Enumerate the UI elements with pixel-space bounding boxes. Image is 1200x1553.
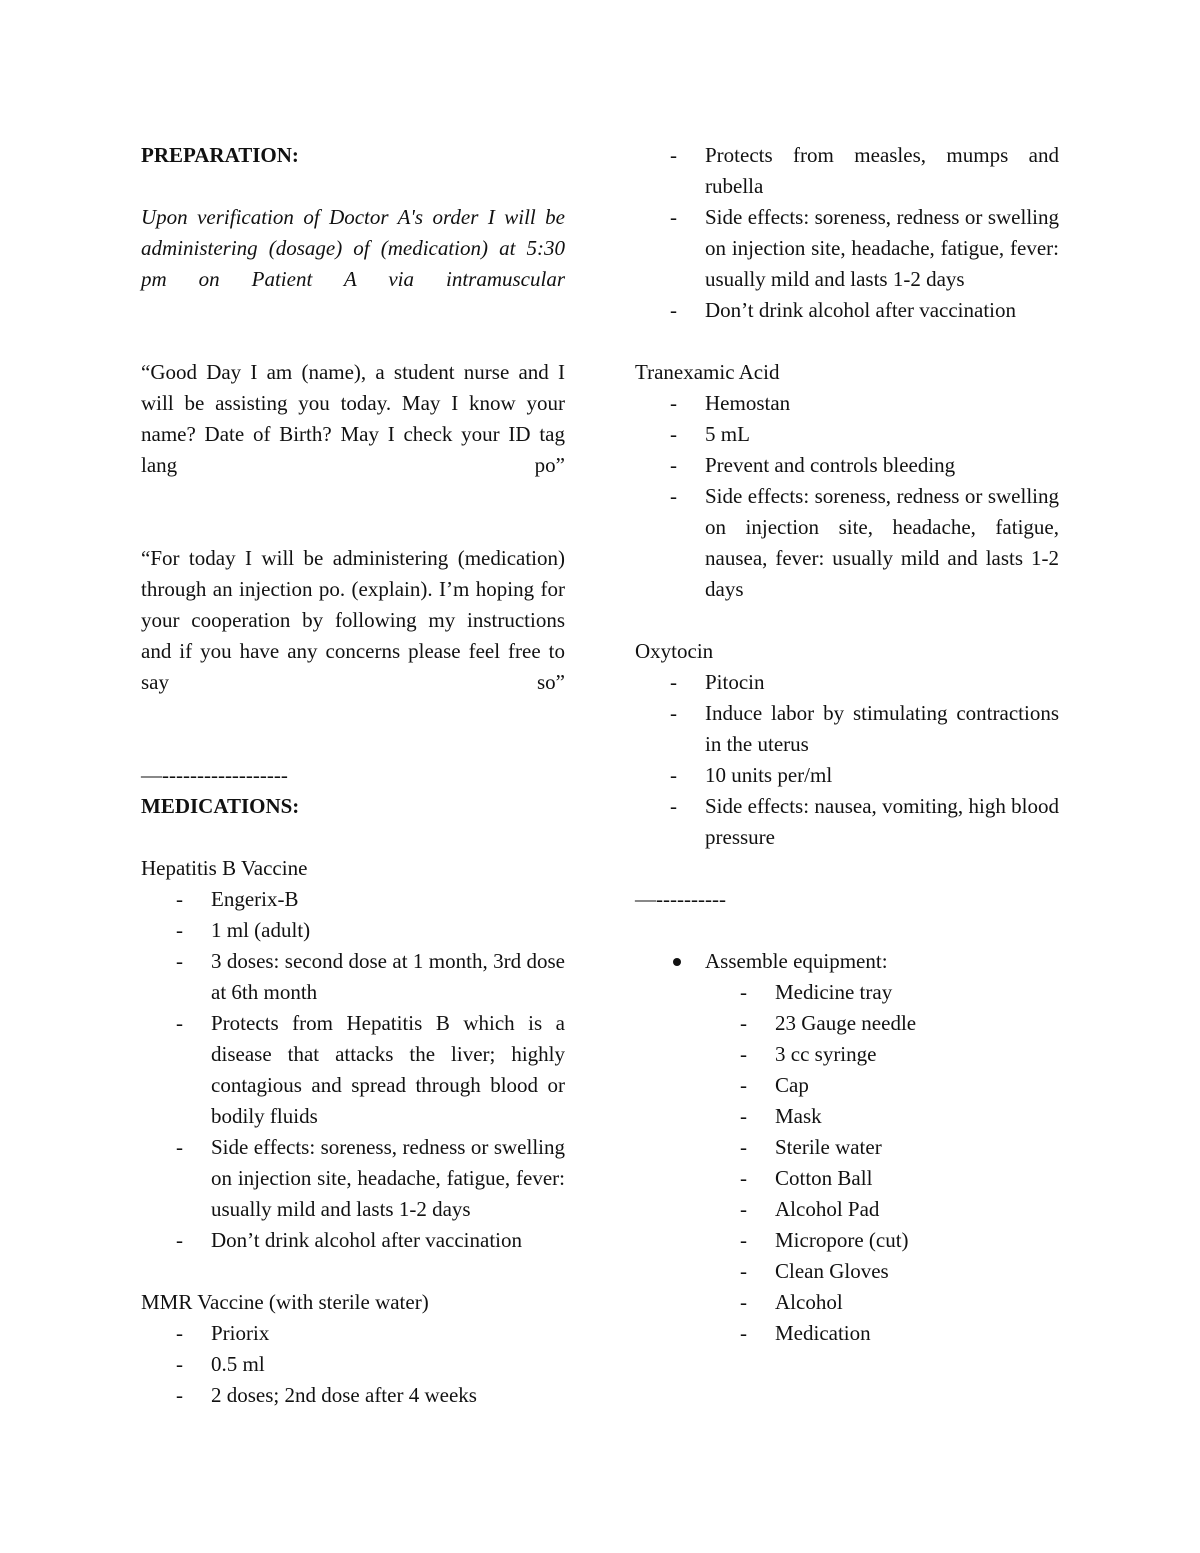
medications-heading: MEDICATIONS: bbox=[141, 794, 300, 818]
right-column bbox=[635, 140, 1059, 1349]
list-item: - Side effects: soreness, redness or swelling on injection site, headache, fatigue, nausea, fever: usually mild and lasts 1-2 days bbox=[670, 484, 1059, 601]
list-item: - Priorix bbox=[176, 1321, 270, 1345]
list-item: - Alcohol Pad bbox=[740, 1197, 880, 1221]
list-item: - 10 units per/ml bbox=[670, 763, 833, 787]
list-item: - Engerix-B bbox=[176, 887, 299, 911]
list-item: - Don’t drink alcohol after vaccination bbox=[670, 298, 1017, 322]
tranexamic-list bbox=[635, 388, 1059, 605]
list-item: - Medication bbox=[740, 1321, 871, 1345]
list-item: - Mask bbox=[740, 1104, 822, 1128]
mmr-title: MMR Vaccine (with sterile water) bbox=[141, 1290, 429, 1314]
left-column bbox=[141, 140, 565, 1411]
list-item: - Side effects: nausea, vomiting, high blood pressure bbox=[670, 794, 1059, 849]
list-item: - 3 cc syringe bbox=[740, 1042, 877, 1066]
list-item: - Micropore (cut) bbox=[740, 1228, 909, 1252]
preparation-heading: PREPARATION: bbox=[141, 143, 299, 167]
verification-statement: Upon verification of Doctor A's order I will be administering (dosage) of (medication) at 5:30 pm on Patient A via intramuscular bbox=[141, 205, 565, 291]
list-item: - 1 ml (adult) bbox=[176, 918, 311, 942]
list-item: - Side effects: soreness, redness or swelling on injection site, headache, fatigue, fever: usually mild and lasts 1-2 days bbox=[670, 205, 1059, 291]
list-item: - Sterile water bbox=[740, 1135, 882, 1159]
list-item: - 2 doses; 2nd dose after 4 weeks bbox=[176, 1383, 477, 1407]
list-item: - 0.5 ml bbox=[176, 1352, 265, 1376]
hepatitis-b-title: Hepatitis B Vaccine bbox=[141, 856, 308, 880]
list-item: - Cotton Ball bbox=[740, 1166, 873, 1190]
oxytocin-title: Oxytocin bbox=[635, 639, 714, 663]
assemble-equipment-item bbox=[635, 946, 1059, 977]
list-item: - Cap bbox=[740, 1073, 809, 1097]
section-divider: —------------------ bbox=[141, 763, 288, 787]
list-item: - Pitocin bbox=[670, 670, 765, 694]
tranexamic-title: Tranexamic Acid bbox=[635, 360, 780, 384]
list-item: - Alcohol bbox=[740, 1290, 843, 1314]
list-item: - 23 Gauge needle bbox=[740, 1011, 917, 1035]
list-item: - Protects from measles, mumps and rubella bbox=[670, 143, 1059, 198]
list-item: - Induce labor by stimulating contractions in the uterus bbox=[670, 701, 1059, 756]
list-item: - Clean Gloves bbox=[740, 1259, 889, 1283]
mmr-list bbox=[141, 1318, 565, 1411]
list-item: - Medicine tray bbox=[740, 980, 893, 1004]
list-item: - Protects from Hepatitis B which is a disease that attacks the liver; highly contagious and spread through blood or bodily fluids bbox=[176, 1011, 565, 1128]
oxytocin-list bbox=[635, 667, 1059, 853]
list-item: - Side effects: soreness, redness or swelling on injection site, headache, fatigue, fever: usually mild and lasts 1-2 days bbox=[176, 1135, 565, 1221]
list-item: - Prevent and controls bleeding bbox=[670, 453, 956, 477]
mmr-continued-list bbox=[635, 140, 1059, 326]
explanation-script: “For today I will be administering (medication) through an injection po. (explain). I’m hoping for your cooperation by following my instructions and if you have any concerns please feel free to say so” bbox=[141, 546, 565, 694]
equipment-list bbox=[635, 977, 1059, 1349]
section-divider: —---------- bbox=[635, 887, 726, 911]
greeting-script: “Good Day I am (name), a student nurse and I will be assisting you today. May I know your name? Date of Birth? May I check your ID tag lang po” bbox=[141, 360, 565, 477]
list-item: - 5 mL bbox=[670, 422, 750, 446]
assemble-equipment-label: Assemble equipment: bbox=[705, 949, 888, 973]
hepatitis-b-list bbox=[141, 884, 565, 1256]
list-item: - Don’t drink alcohol after vaccination bbox=[176, 1228, 523, 1252]
list-item: - Hemostan bbox=[670, 391, 791, 415]
list-item: - 3 doses: second dose at 1 month, 3rd dose at 6th month bbox=[176, 949, 565, 1004]
bullet-icon bbox=[673, 958, 681, 966]
